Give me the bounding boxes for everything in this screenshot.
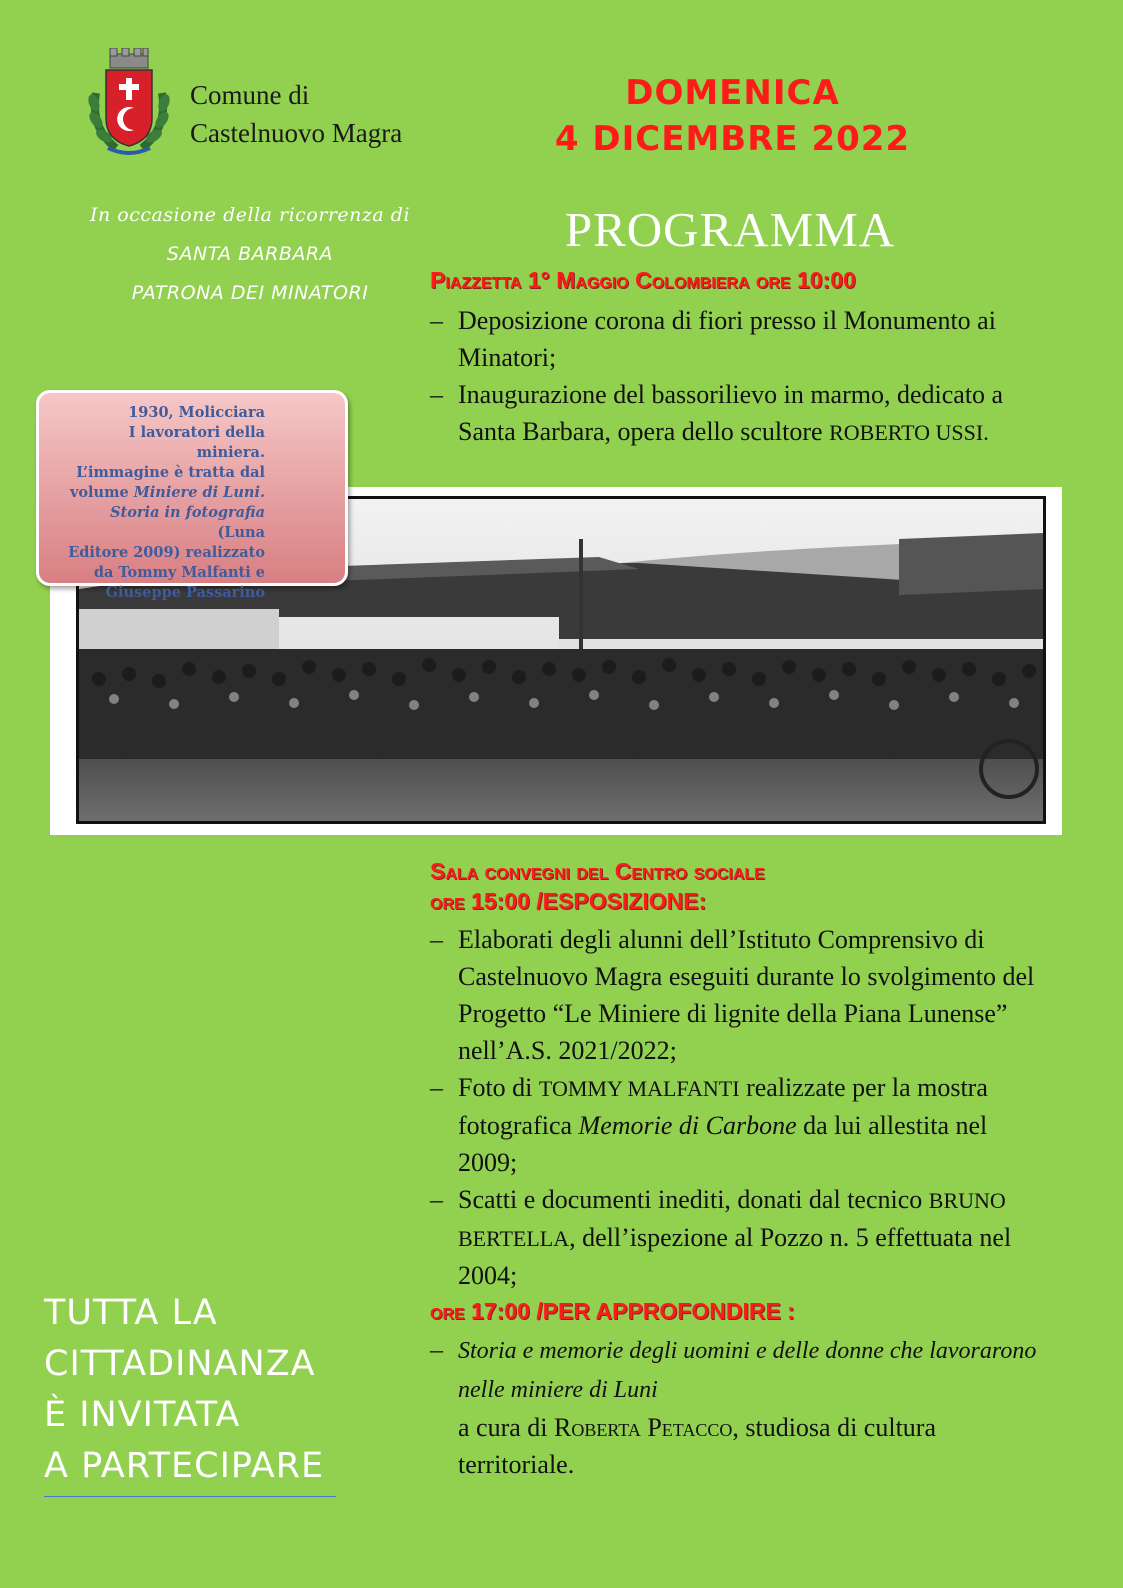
invite-line: A PARTECIPARE bbox=[44, 1446, 325, 1486]
sculptor-name: ROBERTO USSI. bbox=[829, 420, 989, 445]
section2-item1: Elaborati degli alunni dell’Istituto Comprensivo di Castelnuovo Magra eseguiti durante lo svolgimento del Progetto “Le Miniere di lignite della Piana Lunense” nell’A.S. 2021/2022; bbox=[458, 925, 1035, 1065]
speaker-name: Roberta Petacco bbox=[554, 1413, 733, 1442]
list-item: – Scatti e documenti inediti, donati dal tecnico BRUNO BERTELLA, dell’ispezione al Pozzo n. 5 effettuata nel 2004; bbox=[430, 1185, 1012, 1290]
list-item: – Elaborati degli alunni dell’Istituto Comprensivo di Castelnuovo Magra eseguiti durante lo svolgimento del Progetto “Le Miniere di lignite della Piana Lunense” nell’A.S. 2021/2022; bbox=[430, 925, 1035, 1065]
section1-list bbox=[430, 302, 1050, 451]
caption-line bbox=[59, 483, 265, 503]
section2-heading-line2: ore 15:00 /ESPOSIZIONE: bbox=[430, 888, 707, 914]
date-day: DOMENICA bbox=[625, 73, 840, 113]
technician-name: BRUNO BERTELLA bbox=[458, 1188, 1006, 1251]
date-full: 4 DICEMBRE 2022 bbox=[554, 119, 911, 159]
caption-line: 1930, Molicciara bbox=[128, 404, 265, 421]
comune-line2: Castelnuovo Magra bbox=[190, 118, 403, 148]
caption-book-subtitle: Storia in fotografia bbox=[110, 504, 265, 521]
section1-heading: Piazzetta 1° Maggio Colombiera ore 10:00 bbox=[430, 267, 856, 293]
caption-text: (Luna bbox=[217, 524, 265, 541]
talk-speaker-text: a cura di bbox=[458, 1413, 555, 1442]
invite-line: CITTADINANZA bbox=[44, 1344, 316, 1384]
comune-line1: Comune di bbox=[190, 80, 310, 110]
list-item: – Deposizione corona di fiori presso il Monumento ai Minatori; bbox=[430, 306, 996, 372]
section1-item2: Inaugurazione del bassorilievo in marmo, dedicato a Santa Barbara, opera dello scultore bbox=[458, 380, 1004, 446]
coat-of-arms-icon bbox=[86, 48, 172, 158]
list-item: – Inaugurazione del bassorilievo in marmo, dedicato a Santa Barbara, opera dello scultore ROBERTO USSI. bbox=[430, 380, 1004, 446]
comune-name bbox=[190, 76, 402, 152]
caption-line bbox=[59, 503, 265, 543]
talk-speaker bbox=[430, 1409, 1045, 1483]
caption-line: Giuseppe Passarino bbox=[105, 584, 265, 601]
talk-speaker-text: , studiosa di cultura territoriale. bbox=[458, 1413, 936, 1479]
caption-line: L’immagine è tratta dal bbox=[76, 464, 265, 481]
invite-line: È INVITATA bbox=[44, 1395, 241, 1435]
divider bbox=[44, 1496, 336, 1497]
section2-list bbox=[430, 921, 1040, 1294]
caption-book-title: Miniere di Luni. bbox=[133, 484, 265, 501]
occasion-text bbox=[40, 196, 460, 313]
event-date bbox=[520, 70, 945, 162]
caption-text: volume bbox=[69, 484, 134, 501]
section2-item2-text: Foto di bbox=[458, 1073, 539, 1102]
caption-line: I lavoratori della miniera. bbox=[128, 424, 265, 461]
talk-title: Storia e memorie degli uomini e delle donne che lavorarono nelle miniere di Luni bbox=[458, 1338, 1037, 1403]
list-item: – Storia e memorie degli uomini e delle donne che lavorarono nelle miniere di Luni bbox=[430, 1335, 1037, 1403]
occasion-line1: In occasione della ricorrenza di bbox=[89, 204, 411, 226]
occasion-line3: PATRONA DEI MINATORI bbox=[131, 282, 369, 304]
occasion-line2: SANTA BARBARA bbox=[166, 243, 334, 265]
exhibition-title: Memorie di Carbone bbox=[578, 1111, 797, 1140]
section2-item2-text: realizzate per la mostra fotografica bbox=[458, 1073, 988, 1140]
list-item: – Foto di TOMMY MALFANTI realizzate per la mostra fotografica Memorie di Carbone da lui allestita nel 2009; bbox=[430, 1073, 988, 1177]
caption-line: Editore 2009) realizzato bbox=[68, 544, 265, 561]
section3-heading: ore 17:00 /PER APPROFONDIRE : bbox=[430, 1298, 795, 1324]
photographer-name: TOMMY MALFANTI bbox=[538, 1076, 740, 1101]
programma-title: PROGRAMMA bbox=[564, 202, 896, 257]
invite-line: TUTTA LA bbox=[44, 1293, 218, 1333]
section2-item3-text: Scatti e documenti inediti, donati dal tecnico bbox=[458, 1185, 929, 1214]
invitation-text bbox=[44, 1288, 344, 1492]
photo-caption-box bbox=[36, 390, 348, 601]
section2-heading bbox=[430, 856, 1090, 916]
caption-line: da Tommy Malfanti e bbox=[93, 564, 265, 581]
section1-item1: Deposizione corona di fiori presso il Monumento ai Minatori; bbox=[458, 306, 996, 372]
section3-list bbox=[430, 1331, 1045, 1483]
section2-item2-text: da lui allestita nel 2009; bbox=[458, 1111, 988, 1177]
section2-item3-text: , dell’ispezione al Pozzo n. 5 effettuata nel 2004; bbox=[458, 1223, 1012, 1290]
section2-heading-line1: Sala convegni del Centro sociale bbox=[430, 858, 765, 884]
